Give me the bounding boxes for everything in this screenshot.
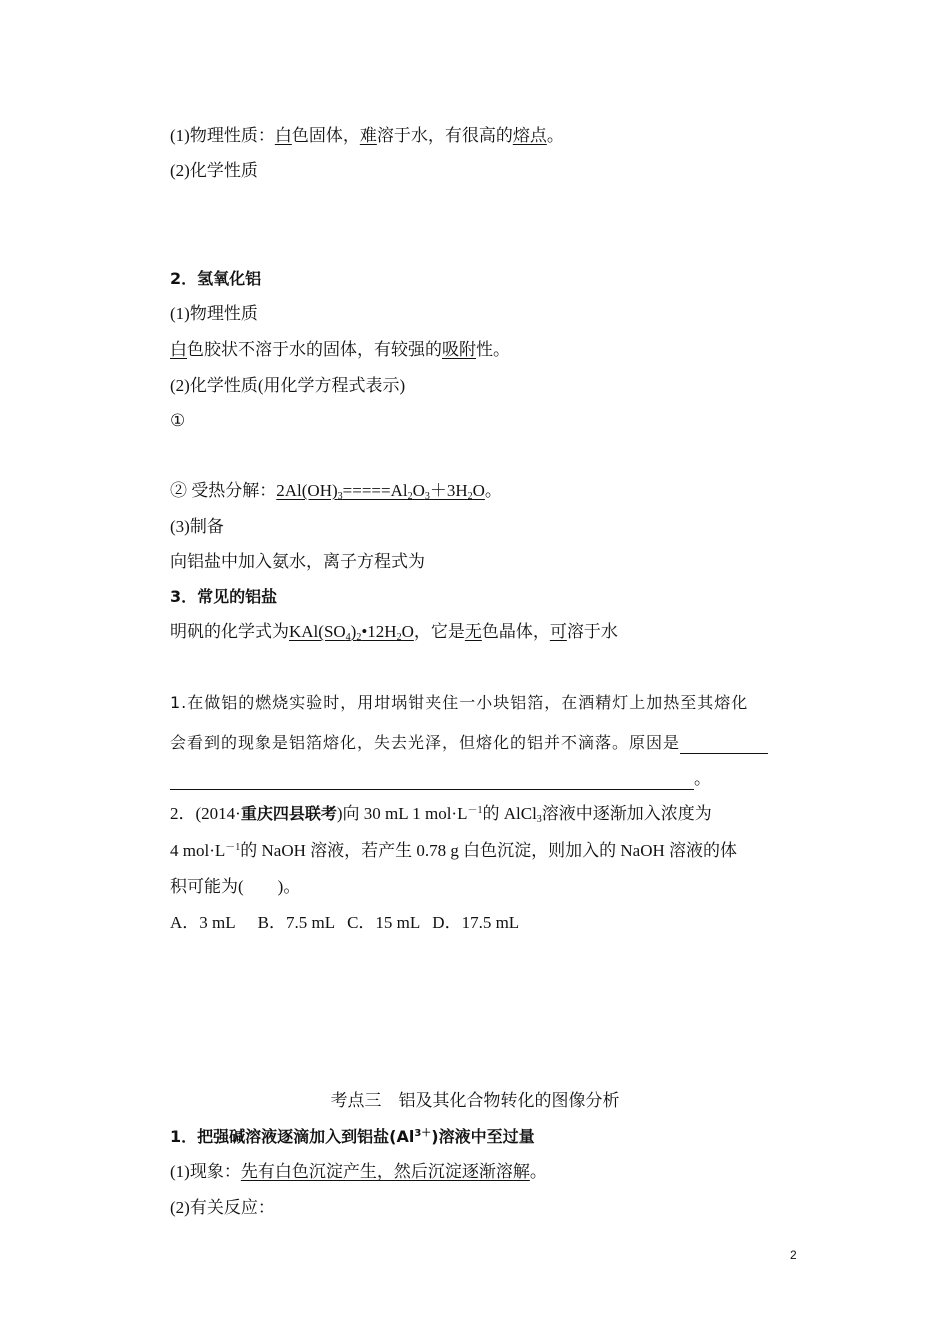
option-b: B．7.5 mL xyxy=(257,913,336,932)
s3-title: 3．常见的铝盐 xyxy=(170,587,278,606)
text: 的 NaOH 溶液，若产生 0.78 g 白色沉淀，则加入的 NaOH 溶液的体 xyxy=(240,841,738,860)
s2-prep-desc: 向铝盐中加入氨水，离子方程式为 xyxy=(170,552,425,571)
text: 。 xyxy=(694,769,711,788)
text: ，它是 xyxy=(413,622,465,641)
option-d: D．17.5 mL xyxy=(432,913,520,932)
s2-title: 2．氢氧化铝 xyxy=(170,269,262,288)
s2-phys: (1)物理性质 xyxy=(170,304,258,323)
source-label: 重庆四县联考 xyxy=(240,804,337,823)
answer-soluble: 可 xyxy=(549,622,567,641)
text: (1)物理性质： xyxy=(170,126,275,145)
q2-line3: 积可能为( )。 xyxy=(170,877,301,896)
page-number: 2 xyxy=(790,1248,797,1262)
text: 2．(2014· xyxy=(170,804,241,823)
answer-colorless: 无 xyxy=(464,622,482,641)
text: 4 mol·L xyxy=(170,841,226,860)
text: 明矾的化学式为 xyxy=(170,622,289,641)
answer-blank xyxy=(680,735,768,754)
q1-line1: 1.在做铝的燃烧实验时，用坩埚钳夹住一小块铝箔，在酒精灯上加热至其熔化 xyxy=(170,693,749,712)
s1-chem-line: (2)化学性质 xyxy=(170,161,258,180)
text: 的 AlCl xyxy=(482,804,537,823)
option-c: C．15 mL xyxy=(347,913,421,932)
q1-line3 xyxy=(170,768,711,790)
text: 性。 xyxy=(476,340,510,359)
s2-item1: ① xyxy=(170,411,186,430)
text: 色晶体， xyxy=(481,622,550,641)
answer-melting-point: 熔点 xyxy=(512,126,547,145)
s4-reactions: (2)有关反应： xyxy=(170,1198,275,1217)
section-heading: 考点三 铝及其化合物转化的图像分析 xyxy=(330,1091,620,1110)
answer-white: 白 xyxy=(274,126,292,145)
text: 。 xyxy=(484,481,502,500)
s4-phenomenon xyxy=(170,1161,547,1183)
s2-desc xyxy=(170,339,510,361)
text: 溶于水，有很高的 xyxy=(376,126,513,145)
text: 溶于水 xyxy=(566,622,618,641)
text: )向 30 mL 1 mol·L xyxy=(336,804,468,823)
answer-blank xyxy=(170,771,694,790)
answer-white: 白 xyxy=(170,340,187,359)
text: 色固体， xyxy=(291,126,360,145)
decomposition-equation: $2Al(OH)_3=====Al_2O_3+3H_2O$ xyxy=(276,481,485,502)
q1-line2 xyxy=(170,732,768,754)
q2-line2: 4 $mol\cdot L^{-1}$的 NaOH 溶液，若产生 0.78 g 白色沉淀，则加入的 NaOH 溶液的体 xyxy=(170,841,738,860)
s2-prep: (3)制备 xyxy=(170,517,224,536)
text: 色胶状不溶于水的固体，有较强的 xyxy=(187,340,442,359)
s2-chem: (2)化学性质(用化学方程式表示) xyxy=(170,376,406,395)
alum-formula: $KAl(SO_4)_2•12H_2O$ xyxy=(289,622,414,643)
text: 溶液中逐渐加入浓度为 xyxy=(541,804,712,823)
text: 。 xyxy=(546,126,564,145)
s4-title: 1．把强碱溶液逐滴加入到铝盐$(Al^{3+})$溶液中至过量 xyxy=(170,1127,535,1146)
text: ② 受热分解： xyxy=(170,481,277,500)
s1-phys-line xyxy=(170,125,564,147)
answer-insoluble: 难 xyxy=(359,126,377,145)
s2-item2 xyxy=(170,480,502,502)
answer-adsorption: 吸附 xyxy=(442,340,476,359)
text: 。 xyxy=(529,1162,547,1181)
q2-options xyxy=(170,912,519,934)
q2-line1: 2．(2014·重庆四县联考)向 30 mL 1 $mol\cdot L^{-1}$的 AlCl$_3$溶液中逐渐加入浓度为 xyxy=(170,804,712,825)
text: (1)现象： xyxy=(170,1162,241,1181)
s3-alum xyxy=(170,621,618,643)
answer-phenomenon: 先有白色沉淀产生，然后沉淀逐渐溶解 xyxy=(240,1162,530,1181)
option-a: A．3 mL xyxy=(170,913,236,932)
text: 会看到的现象是铝箔熔化，失去光泽，但熔化的铝并不滴落。原因是 xyxy=(170,733,681,752)
